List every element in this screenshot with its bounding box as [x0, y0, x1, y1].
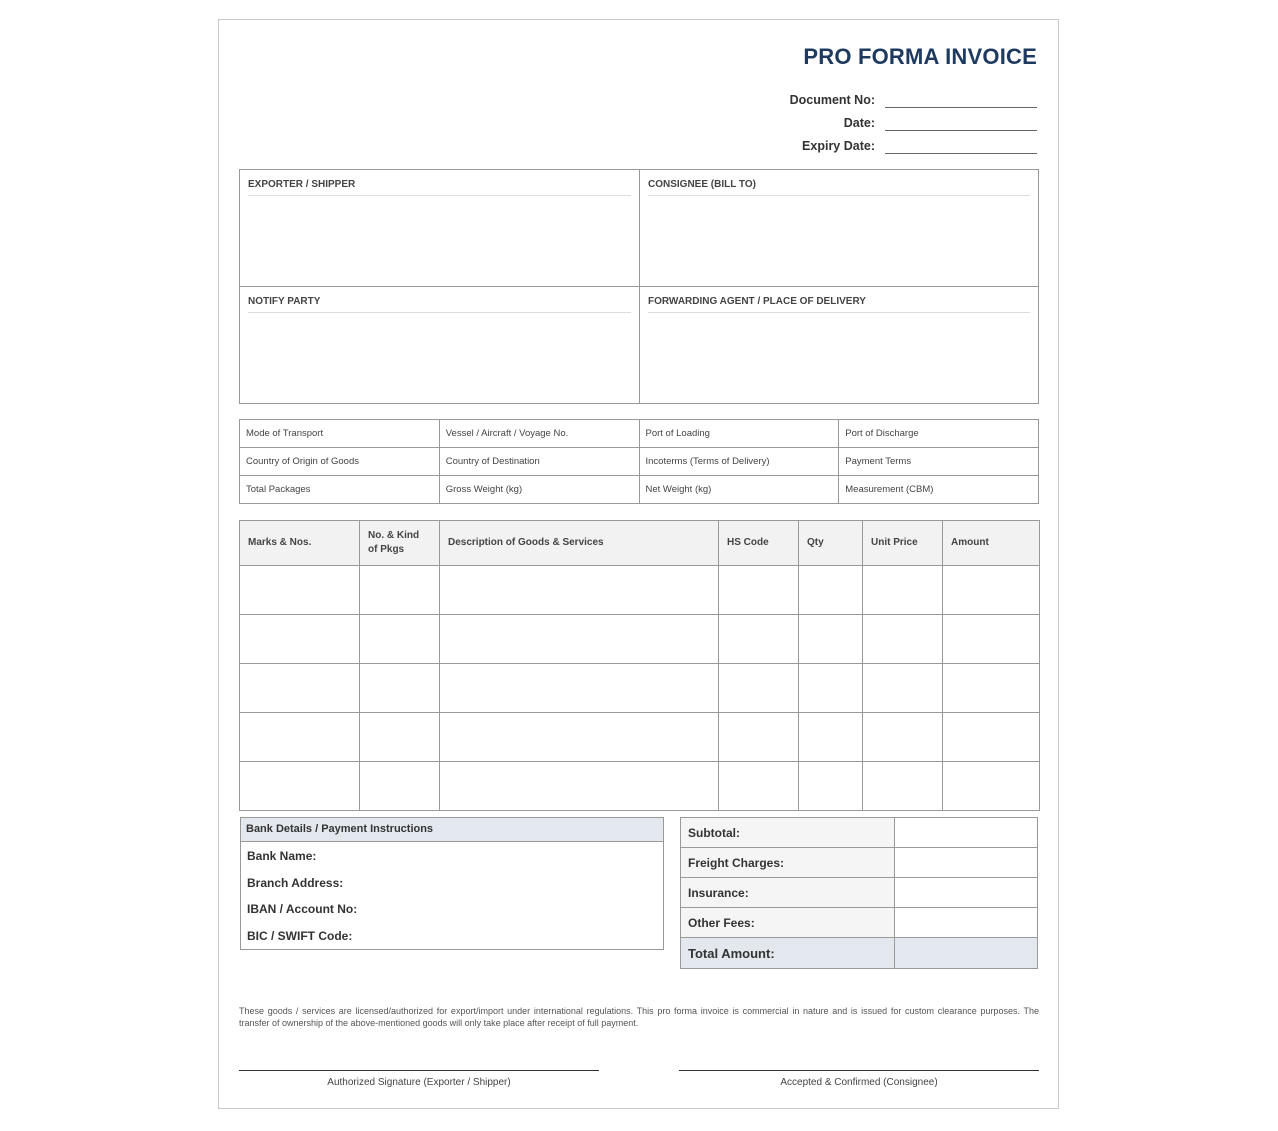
- table-cell[interactable]: [440, 615, 719, 664]
- table-cell[interactable]: [799, 615, 863, 664]
- table-cell[interactable]: [719, 713, 799, 762]
- document-no-field[interactable]: [885, 90, 1037, 108]
- table-cell[interactable]: [360, 566, 440, 615]
- other-fees-row: [681, 908, 1038, 938]
- goods-header-row: [240, 521, 1040, 566]
- total-amount-value[interactable]: [895, 938, 1038, 969]
- table-cell[interactable]: [240, 664, 360, 713]
- shipping-row: [240, 420, 1039, 448]
- total-amount-row: [681, 938, 1038, 969]
- table-cell[interactable]: [240, 615, 360, 664]
- total-amount-label: Total Amount:: [681, 938, 895, 969]
- shipping-cell[interactable]: Vessel / Aircraft / Voyage No.: [439, 420, 639, 448]
- shipping-cell[interactable]: Measurement (CBM): [839, 476, 1039, 504]
- col-header-unit-price: Unit Price: [863, 521, 943, 566]
- col-header-hs-code: HS Code: [719, 521, 799, 566]
- date-field[interactable]: [885, 113, 1037, 131]
- bank-details-heading: Bank Details / Payment Instructions: [241, 818, 663, 842]
- col-header-description: Description of Goods & Services: [440, 521, 719, 566]
- forwarding-agent-box[interactable]: [640, 287, 1038, 403]
- table-cell[interactable]: [943, 615, 1040, 664]
- shipping-cell[interactable]: Country of Origin of Goods: [240, 448, 440, 476]
- table-cell[interactable]: [360, 664, 440, 713]
- shipping-row: [240, 448, 1039, 476]
- exporter-signature-line[interactable]: [239, 1070, 599, 1071]
- table-cell[interactable]: [943, 713, 1040, 762]
- bank-details-box: [240, 817, 664, 950]
- expiry-date-field[interactable]: [885, 136, 1037, 154]
- insurance-value[interactable]: [895, 878, 1038, 908]
- freight-row: [681, 848, 1038, 878]
- table-row: [240, 664, 1040, 713]
- col-header-pkgs-line2: of Pkgs: [368, 544, 405, 555]
- shipping-cell[interactable]: Mode of Transport: [240, 420, 440, 448]
- expiry-date-row: [802, 134, 1037, 154]
- parties-grid: [239, 169, 1039, 404]
- shipping-details-table: [239, 419, 1039, 504]
- shipping-cell[interactable]: Gross Weight (kg): [439, 476, 639, 504]
- other-fees-value[interactable]: [895, 908, 1038, 938]
- totals-table: [680, 817, 1038, 969]
- exporter-label: EXPORTER / SHIPPER: [248, 179, 631, 196]
- consignee-signature-line[interactable]: [679, 1070, 1039, 1071]
- table-cell[interactable]: [863, 664, 943, 713]
- iban-label[interactable]: IBAN / Account No:: [247, 902, 358, 916]
- table-cell[interactable]: [799, 566, 863, 615]
- subtotal-label: Subtotal:: [681, 818, 895, 848]
- table-row: [240, 762, 1040, 811]
- shipping-cell[interactable]: Net Weight (kg): [639, 476, 839, 504]
- consignee-box[interactable]: [640, 170, 1038, 287]
- table-cell[interactable]: [943, 664, 1040, 713]
- table-cell[interactable]: [719, 762, 799, 811]
- col-header-amount: Amount: [943, 521, 1040, 566]
- shipping-cell[interactable]: Country of Destination: [439, 448, 639, 476]
- insurance-row: [681, 878, 1038, 908]
- table-cell[interactable]: [240, 762, 360, 811]
- table-cell[interactable]: [719, 615, 799, 664]
- invoice-page: [218, 19, 1059, 1109]
- shipping-cell[interactable]: Port of Discharge: [839, 420, 1039, 448]
- notify-party-label: NOTIFY PARTY: [248, 296, 631, 313]
- col-header-pkgs: [360, 521, 440, 566]
- table-cell[interactable]: [440, 713, 719, 762]
- other-fees-label: Other Fees:: [681, 908, 895, 938]
- consignee-signature: [679, 1070, 1039, 1088]
- table-row: [240, 566, 1040, 615]
- goods-table: [239, 520, 1040, 811]
- swift-code-label[interactable]: BIC / SWIFT Code:: [247, 928, 353, 943]
- col-header-qty: Qty: [799, 521, 863, 566]
- table-cell[interactable]: [799, 762, 863, 811]
- subtotal-value[interactable]: [895, 818, 1038, 848]
- table-cell[interactable]: [943, 762, 1040, 811]
- table-cell[interactable]: [863, 713, 943, 762]
- disclaimer-text: These goods / services are licensed/authorized for export/import under international regulations. This pro forma invoice is commercial in nature and is issued for custom clearance purposes. The transfer of ownership of the above-mentioned goods will only take place after receipt of full payment.: [239, 1006, 1039, 1028]
- insurance-label: Insurance:: [681, 878, 895, 908]
- table-cell[interactable]: [440, 566, 719, 615]
- consignee-signature-label: Accepted & Confirmed (Consignee): [780, 1077, 938, 1088]
- col-header-pkgs-line1: No. & Kind: [368, 530, 420, 541]
- exporter-signature-label: Authorized Signature (Exporter / Shipper): [327, 1077, 511, 1088]
- date-row: [844, 111, 1037, 131]
- table-cell[interactable]: [360, 615, 440, 664]
- table-cell[interactable]: [440, 664, 719, 713]
- table-cell[interactable]: [440, 762, 719, 811]
- date-label: Date:: [843, 116, 875, 130]
- exporter-signature: [239, 1070, 599, 1088]
- exporter-box[interactable]: [240, 170, 640, 287]
- table-cell[interactable]: [240, 713, 360, 762]
- table-cell[interactable]: [863, 566, 943, 615]
- table-cell[interactable]: [863, 615, 943, 664]
- table-cell[interactable]: [719, 664, 799, 713]
- table-cell[interactable]: [360, 762, 440, 811]
- forwarding-agent-label: FORWARDING AGENT / PLACE OF DELIVERY: [648, 296, 1030, 313]
- shipping-cell[interactable]: Incoterms (Terms of Delivery): [639, 448, 839, 476]
- bank-name-label[interactable]: Bank Name:: [247, 849, 317, 863]
- table-cell[interactable]: [240, 566, 360, 615]
- subtotal-row: [681, 818, 1038, 848]
- table-cell[interactable]: [360, 713, 440, 762]
- shipping-row: [240, 476, 1039, 504]
- shipping-cell[interactable]: Payment Terms: [839, 448, 1039, 476]
- shipping-cell[interactable]: Port of Loading: [639, 420, 839, 448]
- col-header-marks: Marks & Nos.: [240, 521, 360, 566]
- expiry-date-label: Expiry Date:: [802, 139, 875, 153]
- freight-label: Freight Charges:: [681, 848, 895, 878]
- table-cell[interactable]: [799, 713, 863, 762]
- invoice-title: PRO FORMA INVOICE: [803, 44, 1037, 69]
- table-cell[interactable]: [799, 664, 863, 713]
- table-cell[interactable]: [719, 566, 799, 615]
- table-row: [240, 615, 1040, 664]
- document-no-row: [790, 88, 1037, 108]
- table-cell[interactable]: [943, 566, 1040, 615]
- shipping-cell[interactable]: Total Packages: [240, 476, 440, 504]
- freight-value[interactable]: [895, 848, 1038, 878]
- consignee-label: CONSIGNEE (BILL TO): [648, 179, 1030, 196]
- document-no-label: Document No:: [789, 93, 875, 107]
- table-row: [240, 713, 1040, 762]
- notify-party-box[interactable]: [240, 287, 640, 403]
- branch-address-label[interactable]: Branch Address:: [247, 875, 344, 890]
- table-cell[interactable]: [863, 762, 943, 811]
